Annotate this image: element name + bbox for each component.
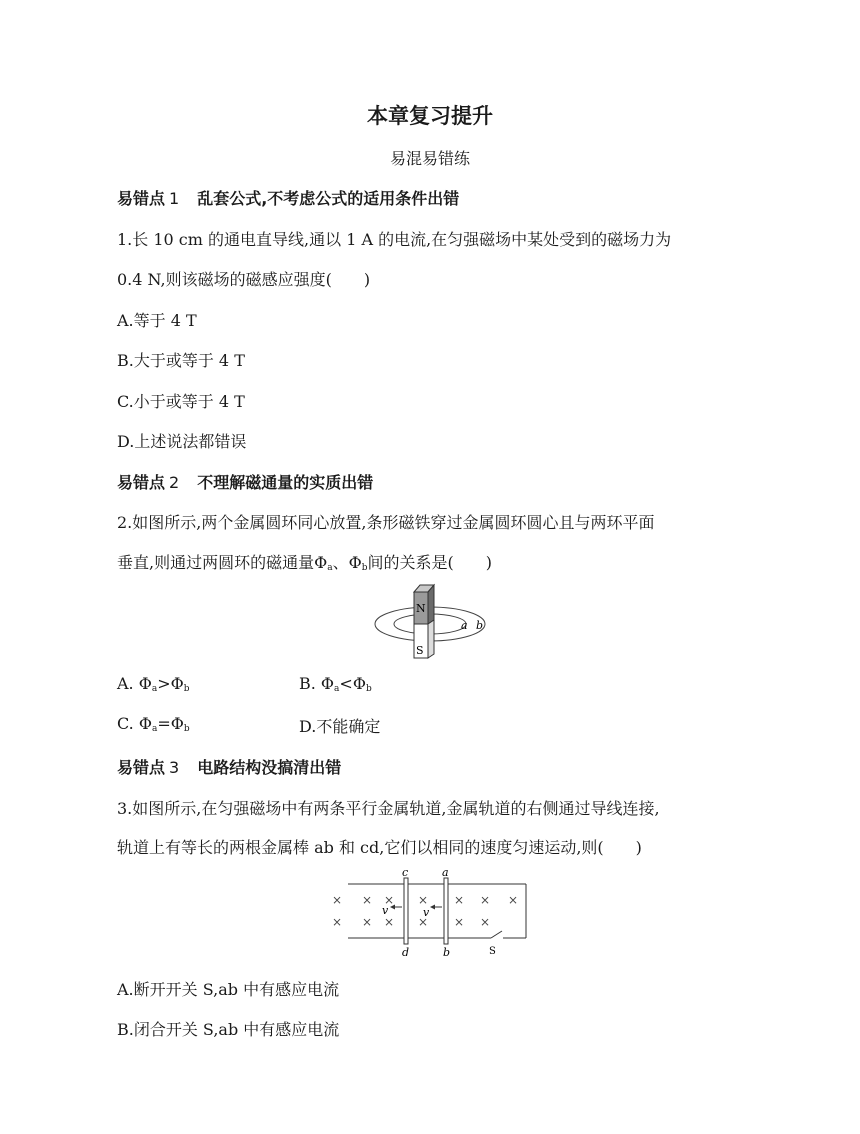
question-text: 垂直,则通过两圆环的磁通量Φ [117, 553, 328, 572]
section-label: 易错点 [117, 189, 166, 208]
label-v1: v [382, 904, 389, 917]
question-2-line-2 [117, 550, 492, 573]
question-text: 间的关系是( ) [367, 553, 492, 572]
page-subtitle: 易混易错练 [389, 149, 470, 168]
label-s: S [489, 946, 496, 957]
cross-mark: × [480, 915, 491, 929]
section-heading-1 [117, 186, 459, 209]
label-d: d [402, 946, 410, 959]
question-2-line-1: 2.如图所示,两个金属圆环同心放置,条形磁铁穿过金属圆环圆心且与两环平面 [117, 513, 655, 532]
rod-cd [404, 878, 408, 944]
ring-magnet-figure [372, 582, 492, 662]
option-text: B. Φ [299, 674, 335, 693]
cross-mark: × [480, 893, 491, 907]
label-a: a [442, 868, 449, 879]
subscript: a [334, 684, 340, 694]
rod-ab [444, 878, 448, 944]
question-2-option-a [117, 674, 190, 694]
subscript: b [183, 684, 190, 694]
section-heading-2 [117, 470, 373, 493]
cross-mark: × [508, 893, 519, 907]
label-s: S [416, 644, 424, 657]
question-3-option-a: A.断开开关 S,ab 中有感应电流 [117, 980, 340, 999]
cross-mark: × [454, 893, 465, 907]
section-number: 2 [169, 473, 180, 492]
section-name: 不理解磁通量的实质出错 [197, 473, 374, 492]
section-label: 易错点 [117, 758, 166, 777]
question-2-option-c [117, 714, 190, 734]
cross-mark: × [332, 915, 343, 929]
section-number: 1 [169, 189, 180, 208]
subscript: b [361, 563, 368, 573]
question-2-option-b [299, 674, 372, 694]
question-3-option-b: B.闭合开关 S,ab 中有感应电流 [117, 1020, 340, 1039]
label-b: b [443, 946, 451, 959]
subscript: b [365, 684, 372, 694]
label-n: N [416, 602, 426, 615]
question-1-line-2: 0.4 N,则该磁场的磁感应强度( ) [117, 270, 371, 289]
question-3-line-1: 3.如图所示,在匀强磁场中有两条平行金属轨道,金属轨道的右侧通过导线连接, [117, 799, 660, 818]
subscript: a [327, 563, 333, 573]
subscript: b [183, 724, 190, 734]
cross-mark: × [362, 893, 373, 907]
section-name: 乱套公式,不考虑公式的适用条件出错 [197, 189, 460, 208]
question-2-option-d: D.不能确定 [299, 717, 381, 736]
cross-mark: × [384, 915, 395, 929]
cross-mark: × [384, 893, 395, 907]
rail-circuit-figure [318, 868, 538, 960]
section-heading-3 [117, 755, 341, 778]
label-c: c [402, 868, 409, 879]
cross-mark: × [454, 915, 465, 929]
section-number: 3 [169, 758, 180, 777]
magnet-side-face-lower [428, 620, 434, 658]
question-1-option-a: A.等于 4 T [117, 311, 197, 330]
label-v2: v [423, 906, 430, 919]
question-1-option-d: D.上述说法都错误 [117, 432, 247, 451]
switch-s [491, 931, 502, 938]
option-text: >Φ [157, 674, 184, 693]
cross-mark: × [418, 893, 429, 907]
cross-mark: × [362, 915, 373, 929]
page-title: 本章复习提升 [367, 104, 493, 128]
section-name: 电路结构没搞清出错 [197, 758, 342, 777]
question-1-option-b: B.大于或等于 4 T [117, 351, 245, 370]
cross-mark: × [332, 893, 343, 907]
question-text: 、Φ [332, 553, 362, 572]
option-text: A. Φ [117, 674, 152, 693]
subscript: a [151, 684, 158, 694]
label-a: a [461, 619, 468, 632]
option-text: <Φ [339, 674, 366, 693]
option-text: C. Φ [117, 714, 152, 733]
cross-mark: × [418, 915, 429, 929]
subscript: a [151, 724, 158, 734]
question-1-line-1: 1.长 10 cm 的通电直导线,通以 1 A 的电流,在匀强磁场中某处受到的磁场力为 [117, 230, 672, 249]
option-text: =Φ [157, 714, 184, 733]
label-b: b [476, 619, 484, 632]
question-3-line-2: 轨道上有等长的两根金属棒 ab 和 cd,它们以相同的速度匀速运动,则( ) [117, 838, 642, 857]
question-1-option-c: C.小于或等于 4 T [117, 392, 245, 411]
arrowhead [430, 905, 435, 910]
section-label: 易错点 [117, 473, 166, 492]
magnet-side-face [428, 585, 434, 624]
